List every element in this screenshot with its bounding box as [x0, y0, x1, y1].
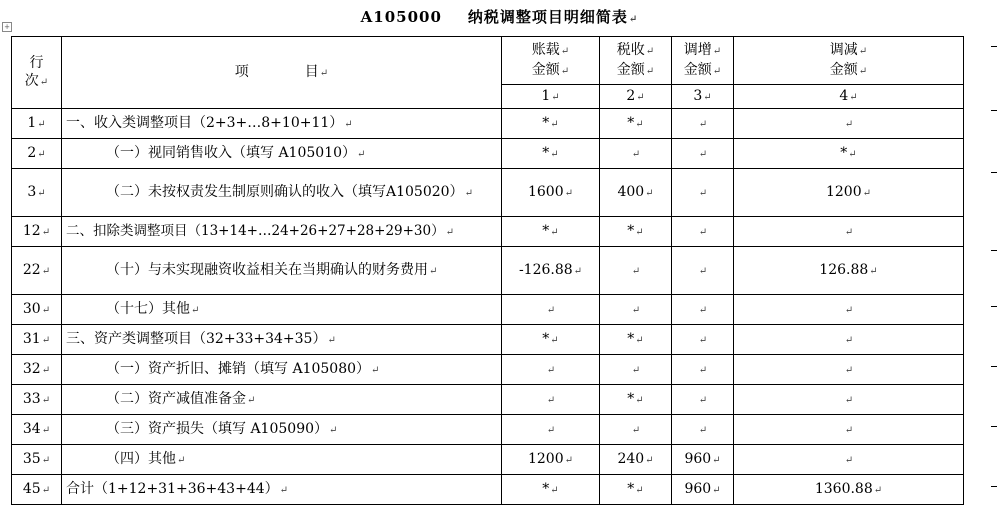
cell-col1: * ↵ [502, 139, 600, 169]
cell-col3 [672, 295, 734, 325]
table-row [12, 355, 964, 385]
table-row [12, 385, 964, 415]
row-no: 3 ↵ [12, 169, 62, 217]
header-col3-num: 3 ↵ [672, 85, 734, 109]
cell-col3: 960 ↵ [672, 445, 734, 475]
cell-col3 [672, 247, 734, 295]
header-col3: 调增 ↵ 金额 ↵ [672, 37, 734, 85]
cell-col2: 240 ↵ [600, 445, 672, 475]
row-no: 12 ↵ [12, 217, 62, 247]
cell-col2 [600, 355, 672, 385]
cell-col1: * ↵ [502, 475, 600, 505]
cell-col2 [600, 415, 672, 445]
cell-col2: * ↵ [600, 109, 672, 139]
cell-col2: * ↵ [600, 385, 672, 415]
row-end-mark [991, 172, 997, 173]
header-col4-num: 4 ↵ [734, 85, 964, 109]
row-no: 22 ↵ [12, 247, 62, 295]
row-no: 30 ↵ [12, 295, 62, 325]
row-item: 二、扣除类调整项目（13+14+…24+26+27+28+29+30） ↵ [62, 217, 502, 247]
cell-col4: 1200 ↵ [734, 169, 964, 217]
adjustment-table [11, 36, 964, 505]
cell-col4: 1360.88 ↵ [734, 475, 964, 505]
cell-col2: * ↵ [600, 325, 672, 355]
row-no: 32 ↵ [12, 355, 62, 385]
form-name: 纳税调整项目明细简表 ↵ [468, 8, 638, 26]
cell-col1: * ↵ [502, 109, 600, 139]
cell-col1 [502, 415, 600, 445]
header-col1: 账载 ↵ 金额 ↵ [502, 37, 600, 85]
cell-col2: 400 ↵ [600, 169, 672, 217]
cell-col3 [672, 325, 734, 355]
row-no: 34 ↵ [12, 415, 62, 445]
cell-col1 [502, 385, 600, 415]
table-row [12, 139, 964, 169]
page-title [0, 6, 999, 27]
row-no: 1 ↵ [12, 109, 62, 139]
cell-col1 [502, 295, 600, 325]
cell-col4 [734, 355, 964, 385]
table-row [12, 169, 964, 217]
table-row [12, 247, 964, 295]
cell-col1: -126.88 ↵ [502, 247, 600, 295]
row-no: 35 ↵ [12, 445, 62, 475]
row-no: 31 ↵ [12, 325, 62, 355]
cell-col4 [734, 325, 964, 355]
cell-col2 [600, 247, 672, 295]
row-item: （二）未按权责发生制原则确认的收入（填写A105020） ↵ [62, 169, 502, 217]
table-row [12, 217, 964, 247]
cell-col1 [502, 355, 600, 385]
cell-col3 [672, 217, 734, 247]
table-anchor-icon[interactable]: + [2, 22, 12, 32]
row-item: （三）资产损失（填写 A105090） ↵ [62, 415, 502, 445]
cell-col2: * ↵ [600, 475, 672, 505]
cell-col4 [734, 385, 964, 415]
row-item: （四）其他 ↵ [62, 445, 502, 475]
row-end-mark [991, 250, 997, 251]
table-row [12, 295, 964, 325]
row-item: 三、资产类调整项目（32+33+34+35） ↵ [62, 325, 502, 355]
cell-col3 [672, 355, 734, 385]
row-no: 2 ↵ [12, 139, 62, 169]
header-col2: 税收 ↵ 金额 ↵ [600, 37, 672, 85]
header-item: 项 目 ↵ [62, 37, 502, 109]
header-row-no: 行 次 ↵ [12, 37, 62, 109]
cell-col1: * ↵ [502, 325, 600, 355]
cell-col3 [672, 139, 734, 169]
cell-col3: 960 ↵ [672, 475, 734, 505]
table-row [12, 475, 964, 505]
cell-col1: 1200 ↵ [502, 445, 600, 475]
row-end-mark [991, 426, 997, 427]
cell-col3 [672, 169, 734, 217]
row-item: （二）资产减值准备金 ↵ [62, 385, 502, 415]
cell-col2 [600, 139, 672, 169]
row-no: 33 ↵ [12, 385, 62, 415]
row-item: （十七）其他 ↵ [62, 295, 502, 325]
row-end-mark [991, 306, 997, 307]
header-col2-num: 2 ↵ [600, 85, 672, 109]
cell-col4 [734, 415, 964, 445]
row-end-mark [991, 110, 997, 111]
row-end-mark [991, 366, 997, 367]
row-end-mark [991, 46, 997, 47]
row-item: 一、收入类调整项目（2+3+…8+10+11） ↵ [62, 109, 502, 139]
cell-col2: * ↵ [600, 217, 672, 247]
row-end-mark [991, 486, 997, 487]
cell-col4 [734, 295, 964, 325]
row-item: （一）资产折旧、摊销（填写 A105080） ↵ [62, 355, 502, 385]
row-item: （一）视同销售收入（填写 A105010） ↵ [62, 139, 502, 169]
header-col1-num: 1 ↵ [502, 85, 600, 109]
cell-col4 [734, 109, 964, 139]
table-row [12, 325, 964, 355]
form-code: A105000 [360, 8, 442, 26]
cell-col2 [600, 295, 672, 325]
row-item: 合计（1+12+31+36+43+44） ↵ [62, 475, 502, 505]
cell-col3 [672, 415, 734, 445]
row-item: （十）与未实现融资收益相关在当期确认的财务费用 ↵ [62, 247, 502, 295]
cell-col1: 1600 ↵ [502, 169, 600, 217]
cell-col4: * ↵ [734, 139, 964, 169]
cell-col4 [734, 217, 964, 247]
table-row [12, 109, 964, 139]
cell-col3 [672, 109, 734, 139]
cell-col4 [734, 445, 964, 475]
cell-col4: 126.88 ↵ [734, 247, 964, 295]
row-no: 45 ↵ [12, 475, 62, 505]
table-row [12, 445, 964, 475]
header-col4: 调减 ↵ 金额 ↵ [734, 37, 964, 85]
table-row [12, 415, 964, 445]
cell-col3 [672, 385, 734, 415]
cell-col1: * ↵ [502, 217, 600, 247]
